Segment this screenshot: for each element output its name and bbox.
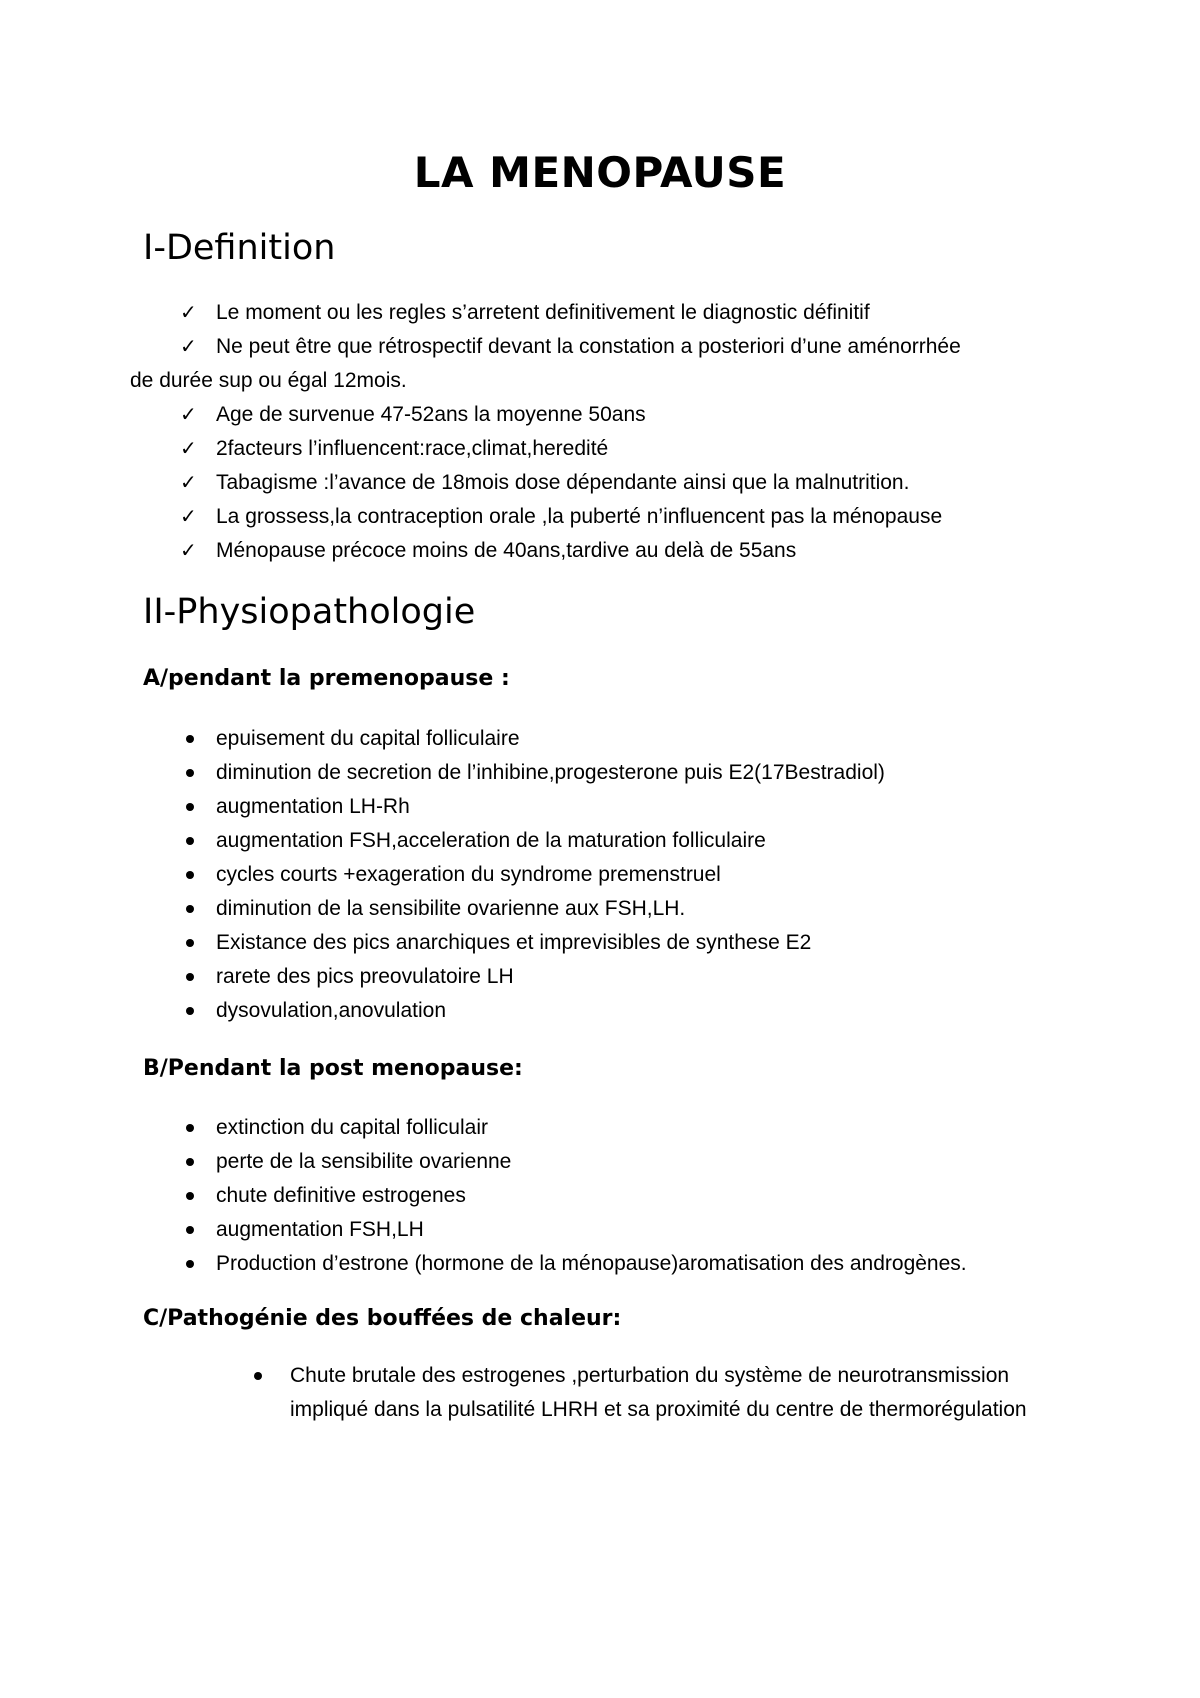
list-item-continuation: de durée sup ou égal 12mois. — [130, 369, 407, 392]
list-item: rarete des pics preovulatoire LH — [216, 965, 514, 988]
bullet-icon — [186, 973, 194, 981]
check-icon: ✓ — [180, 336, 197, 358]
list-item: perte de la sensibilite ovarienne — [216, 1150, 512, 1173]
bullet-icon — [186, 1260, 194, 1268]
bullet-icon — [186, 735, 194, 743]
bullet-icon — [186, 871, 194, 879]
list-item: augmentation LH-Rh — [216, 795, 410, 818]
bullet-icon — [186, 1226, 194, 1234]
check-icon: ✓ — [180, 506, 197, 528]
bullet-icon — [186, 939, 194, 947]
list-item: epuisement du capital folliculaire — [216, 727, 520, 750]
list-item: chute definitive estrogenes — [216, 1184, 466, 1207]
list-item: Ménopause précoce moins de 40ans,tardive au delà de 55ans — [216, 539, 797, 562]
check-icon: ✓ — [180, 472, 197, 494]
list-item: dysovulation,anovulation — [216, 999, 446, 1022]
list-item: Existance des pics anarchiques et imprevisibles de synthese E2 — [216, 931, 812, 954]
subsection-heading-premenopause: A/pendant la premenopause : — [143, 666, 510, 691]
list-item: Tabagisme :l’avance de 18mois dose dépendante ainsi que la malnutrition. — [216, 471, 910, 494]
section-heading-physiopathologie: II-Physiopathologie — [143, 592, 476, 632]
list-item: augmentation FSH,acceleration de la maturation folliculaire — [216, 829, 766, 852]
list-item: cycles courts +exageration du syndrome premenstruel — [216, 863, 721, 886]
subsection-heading-bouffees: C/Pathogénie des bouffées de chaleur: — [143, 1306, 622, 1331]
bullet-icon — [186, 803, 194, 811]
document-title: LA MENOPAUSE — [413, 148, 787, 197]
list-item: Age de survenue 47-52ans la moyenne 50ans — [216, 403, 646, 426]
check-icon: ✓ — [180, 302, 197, 324]
list-item: La grossess,la contraception orale ,la puberté n’influencent pas la ménopause — [216, 505, 943, 528]
bullet-icon — [186, 1158, 194, 1166]
subsection-heading-postmenopause: B/Pendant la post menopause: — [143, 1056, 523, 1081]
check-icon: ✓ — [180, 438, 197, 460]
list-item: Production d’estrone (hormone de la ménopause)aromatisation des androgènes. — [216, 1252, 967, 1275]
section-heading-definition: I-Definition — [143, 228, 336, 268]
list-item: augmentation FSH,LH — [216, 1218, 424, 1241]
bullet-icon — [186, 1007, 194, 1015]
bullet-icon — [186, 1192, 194, 1200]
list-item: Ne peut être que rétrospectif devant la constation a posteriori d’une aménorrhée — [216, 335, 961, 358]
list-item: Le moment ou les regles s’arretent definitivement le diagnostic définitif — [216, 301, 870, 324]
bullet-icon — [186, 905, 194, 913]
bullet-icon — [186, 837, 194, 845]
bullet-icon — [186, 1124, 194, 1132]
check-icon: ✓ — [180, 404, 197, 426]
list-item: extinction du capital folliculair — [216, 1116, 488, 1139]
list-item: Chute brutale des estrogenes ,perturbation du système de neurotransmission impliqué dans la pulsatilité LHRH et sa proximité du centre de thermorégulation — [290, 1364, 1027, 1421]
list-item: diminution de secretion de l’inhibine,progesterone puis E2(17Bestradiol) — [216, 761, 885, 784]
list-item: diminution de la sensibilite ovarienne aux FSH,LH. — [216, 897, 686, 920]
list-item: 2facteurs l’influencent:race,climat,heredité — [216, 437, 609, 460]
check-icon: ✓ — [180, 540, 197, 562]
bullet-icon — [254, 1372, 262, 1380]
bullet-icon — [186, 769, 194, 777]
